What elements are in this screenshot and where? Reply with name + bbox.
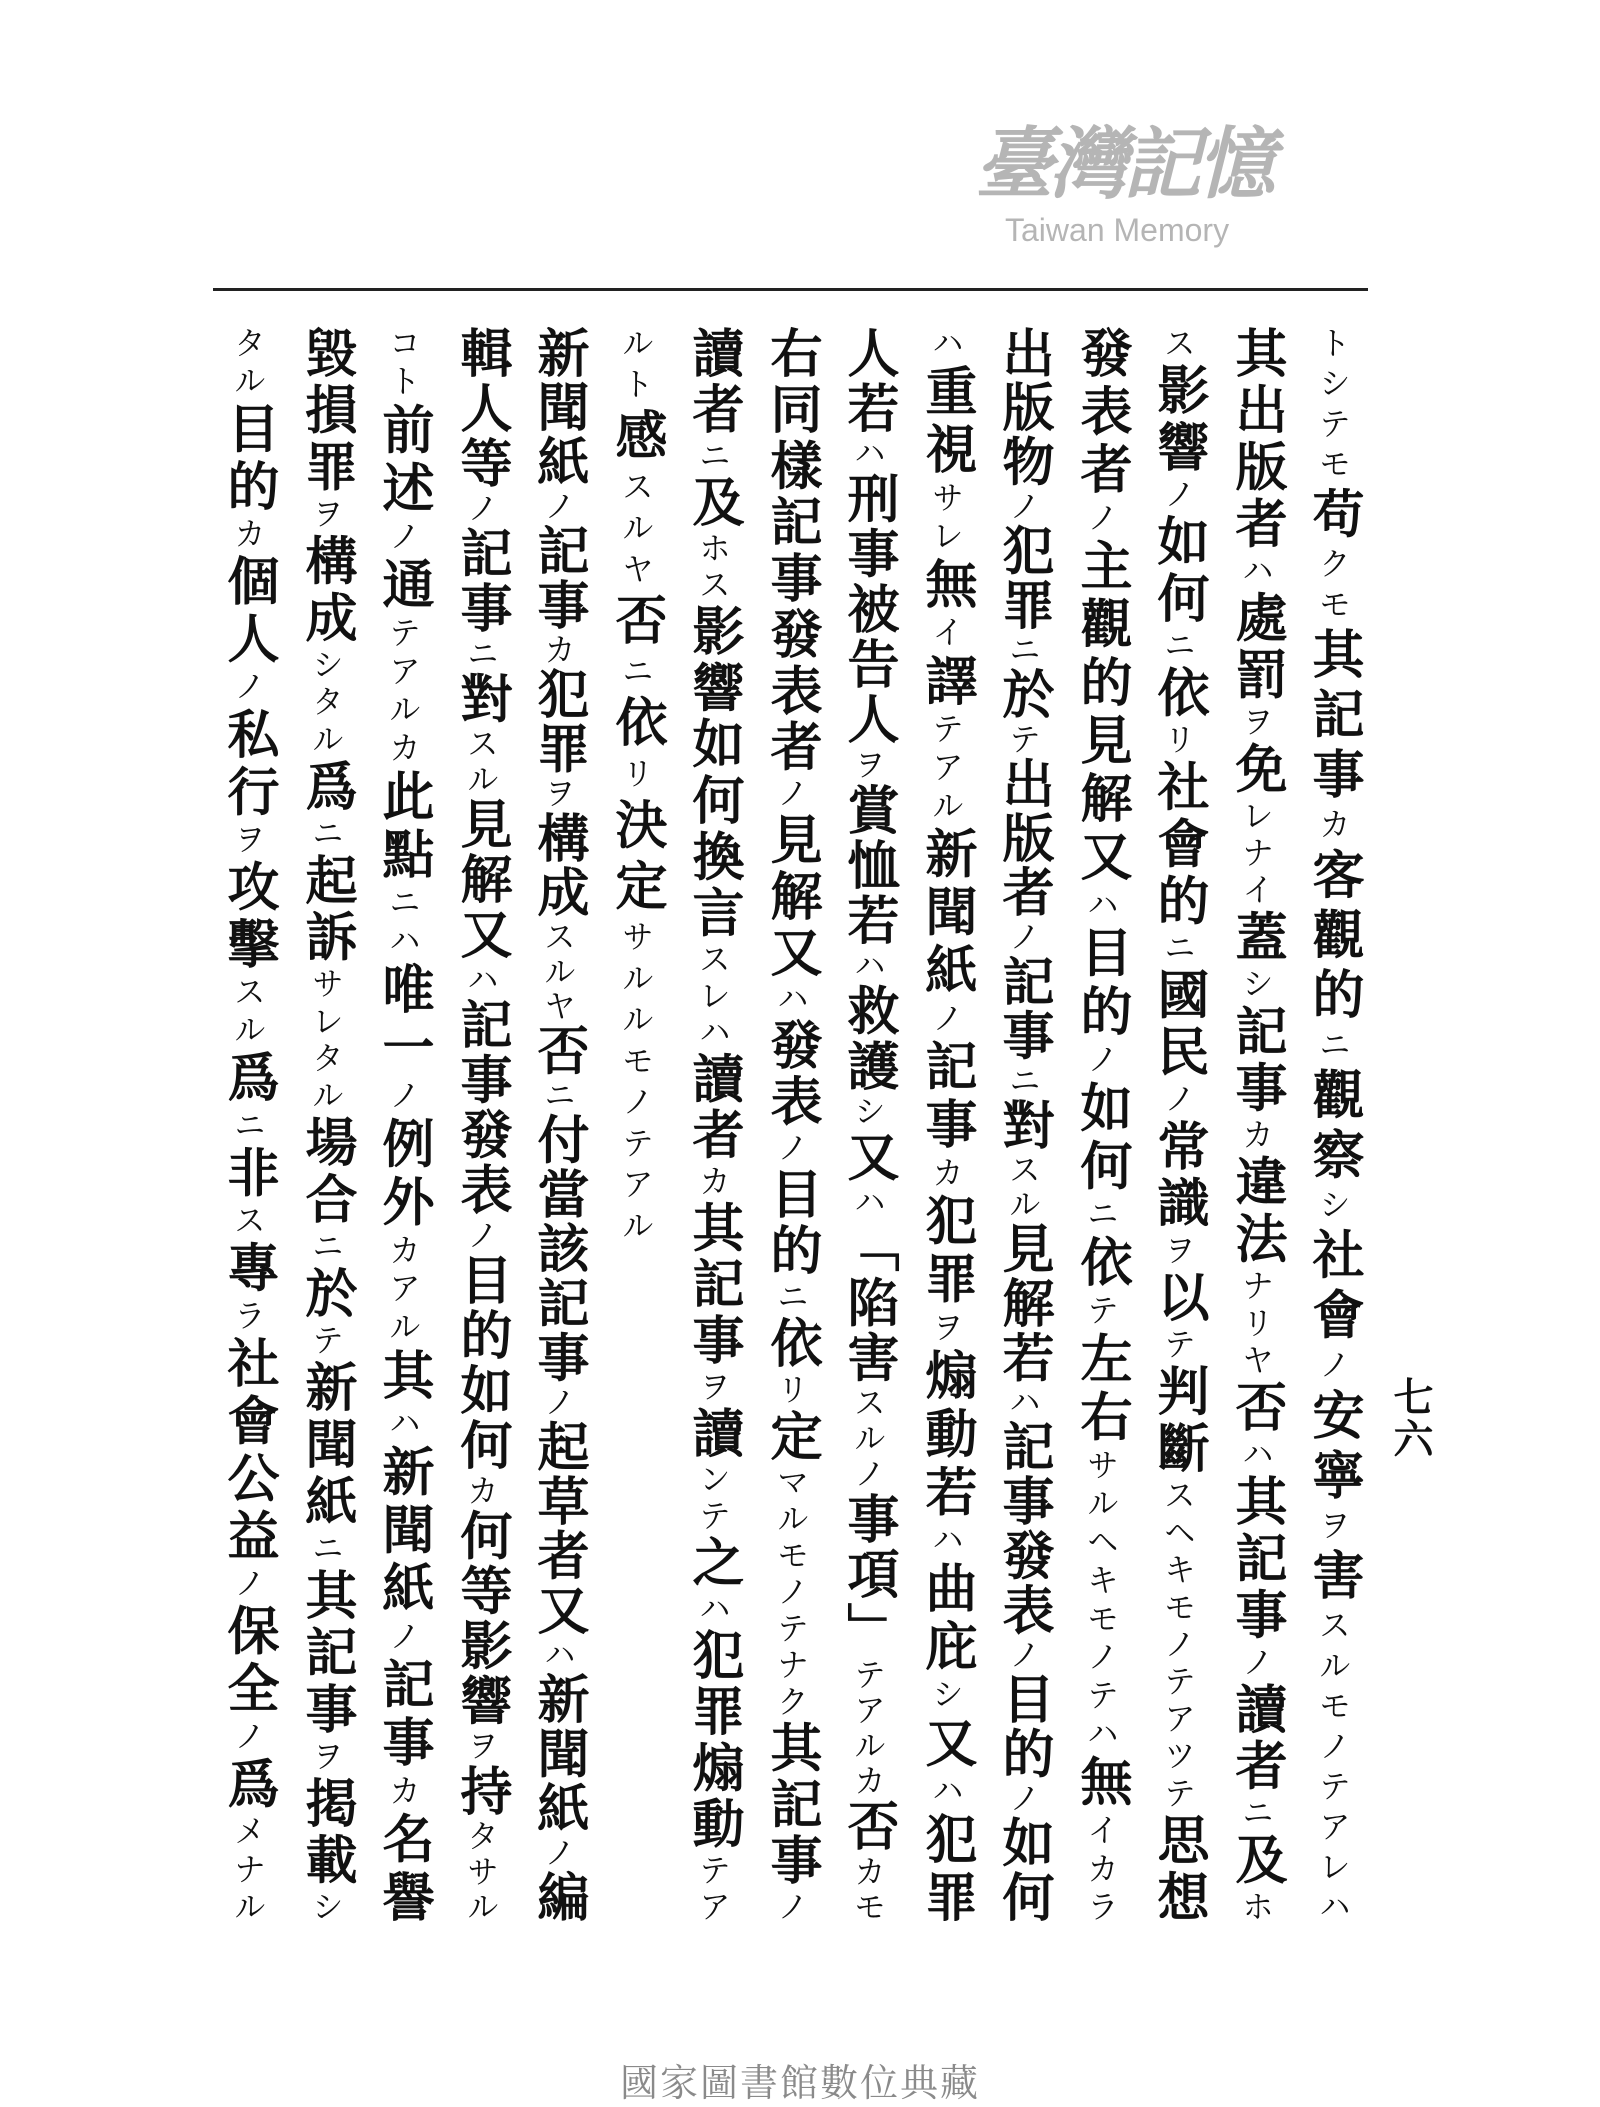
- kana-run: ノ: [229, 1566, 267, 1604]
- kana-run: ハ: [539, 1637, 577, 1673]
- kana-run: シ: [1237, 966, 1275, 1005]
- kana-run: テ: [1082, 1293, 1120, 1332]
- kana-run: スル: [1004, 1152, 1042, 1222]
- kana-run: ホ: [1237, 1889, 1275, 1922]
- kana-run: テ: [1004, 721, 1042, 757]
- text-column-12: 輯人等ノ記事ニ對スル見解又ハ記事發表ノ目的如何カ何等影響ヲ持タサル: [451, 326, 512, 1922]
- kana-run: シ: [1314, 1187, 1352, 1228]
- watermark-english: Taiwan Memory: [1005, 212, 1230, 248]
- kana-run: カ: [694, 1164, 732, 1201]
- kana-run: リ: [772, 1372, 810, 1410]
- kana-run: トシテモ: [1314, 326, 1352, 487]
- kana-run: シ: [307, 1889, 345, 1922]
- kana-run: カ: [927, 1155, 965, 1194]
- kana-run: ハ: [1004, 1385, 1042, 1420]
- kana-run: カ: [539, 632, 577, 668]
- text-column-4: 發表者ノ主觀的見解又ハ目的ノ如何ニ依テ左右サルヘキモノテハ無イカラ: [1071, 326, 1132, 1922]
- text-column-11: 新聞紙ノ記事カ犯罪ヲ構成スルヤ否ニ付當該記事ノ起草者又ハ新聞紙ノ編: [528, 326, 589, 1922]
- kana-run: ニハ: [384, 885, 422, 963]
- kana-run: ハ: [927, 1773, 965, 1813]
- kana-run: ハ: [849, 1184, 887, 1221]
- kana-run: ヲ: [927, 1310, 965, 1349]
- kana-run: テアル: [927, 711, 965, 827]
- kana-run: ニ: [1159, 930, 1197, 968]
- kana-run: ヲ: [539, 776, 577, 812]
- text-column-6: ハ重視サレ無イ譯テアル新聞紙ノ記事カ犯罪ヲ煽動若ハ曲庇シ又ハ犯罪: [916, 326, 977, 1922]
- kana-run: ニ: [772, 1279, 810, 1317]
- kana-run: スルノ: [849, 1385, 887, 1493]
- kana-run: ノ: [1237, 1644, 1275, 1683]
- kana-run: ハ: [849, 948, 887, 984]
- kana-run: リ: [617, 756, 655, 798]
- kana-run: ハ: [772, 981, 810, 1019]
- kana-run: カアル: [384, 1232, 422, 1349]
- text-column-10: ルト感スルヤ否ニ依リ決定サルルモノテアル: [606, 326, 667, 1250]
- kana-run: ヲ: [307, 1738, 345, 1777]
- kana-run: ニ: [307, 815, 345, 854]
- kana-run: テア: [694, 1853, 732, 1922]
- kana-run: テ: [1159, 1327, 1197, 1365]
- kana-run: ニ: [307, 1229, 345, 1267]
- kana-run: ノ: [772, 776, 810, 813]
- kana-run: ルト: [617, 326, 655, 409]
- kana-run: ニ: [229, 1107, 267, 1146]
- text-column-9: 讀者ニ及ホス影響如何換言スレハ讀者カ其記事ヲ讀ンテ之ハ犯罪煽動テア: [683, 326, 744, 1922]
- kana-run: テアルカ: [384, 615, 422, 770]
- kana-run: ニ: [1159, 628, 1197, 666]
- kana-run: ノ: [384, 1078, 422, 1117]
- kana-run: ノ: [1082, 500, 1120, 539]
- kana-run: メナル: [229, 1814, 267, 1922]
- kana-run: ノ: [927, 1001, 965, 1040]
- kana-run: カモ: [849, 1854, 887, 1922]
- kana-run: シ: [927, 1677, 965, 1716]
- kana-run: ハ: [927, 326, 965, 365]
- kana-run: ナリヤ: [1237, 1268, 1275, 1381]
- kana-run: スルヤ: [617, 469, 655, 594]
- kana-run: ハ: [927, 1522, 965, 1562]
- kana-run: コト: [384, 326, 422, 403]
- kana-run: カ: [1314, 807, 1352, 848]
- kana-run: ノ: [772, 1130, 810, 1168]
- kana-run: シタル: [307, 647, 345, 760]
- kana-run: ス: [1159, 326, 1197, 364]
- kana-run: ンテ: [694, 1462, 732, 1536]
- kana-run: カ: [462, 1473, 500, 1509]
- text-column-3: ス影響ノ如何ニ依リ社會的ニ國民ノ常識ヲ以テ判斷スヘキモノテアツテ思想: [1148, 326, 1209, 1922]
- kana-run: ノ: [1082, 1042, 1120, 1081]
- kana-run: ヲ: [1314, 1508, 1352, 1549]
- kana-run: ノ: [1159, 1081, 1197, 1119]
- kana-run: スルモノテアレハ: [1314, 1608, 1352, 1922]
- kana-run: レナイ: [1237, 798, 1275, 910]
- text-column-7: 人若ハ刑事被告人ヲ賞恤若ハ救護シ又ハ「陷害スルノ事項」テアルカ否カモ: [838, 326, 899, 1922]
- kana-run: ノ: [462, 1217, 500, 1254]
- kana-run: ノ: [772, 1889, 810, 1922]
- kana-run: スル: [462, 726, 500, 798]
- text-column-14: 毀損罪ヲ構成シタル爲ニ起訴サレタル場合ニ於テ新聞紙ニ其記事ヲ掲載シ: [296, 326, 357, 1922]
- kana-run: ノ: [1159, 477, 1197, 515]
- kana-run: サルルモノテアル: [617, 919, 655, 1250]
- kana-run: ノ: [384, 519, 422, 558]
- kana-run: スヘキモノテアツテ: [1159, 1478, 1197, 1814]
- kana-run: シ: [849, 1094, 887, 1130]
- kana-run: ヲ: [307, 496, 345, 534]
- kana-run: サルヘキモノテハ: [1082, 1447, 1120, 1755]
- kana-run: ヲ: [229, 822, 267, 860]
- kana-run: ニ: [462, 636, 500, 672]
- kana-run: ヲ: [462, 1728, 500, 1765]
- kana-run: ノ: [1314, 1347, 1352, 1389]
- kana-run: テアルカ: [849, 1657, 887, 1800]
- kana-run: ノ: [1004, 489, 1042, 524]
- kana-run: ヲ: [849, 747, 887, 784]
- kana-run: ノ: [539, 489, 577, 524]
- kana-run: ノ: [462, 491, 500, 527]
- kana-run: タサル: [462, 1819, 500, 1922]
- text-column-15: タル目的カ個人ノ私行ヲ攻擊スル爲ニ非ス專ラ社會公益ノ保全ノ爲メナル: [218, 326, 279, 1922]
- text-column-5: 出版物ノ犯罪ニ於テ出版者ノ記事ニ對スル見解若ハ記事發表ノ目的ノ如何: [993, 326, 1054, 1922]
- kana-run: カ: [1237, 1117, 1275, 1155]
- kana-run: ニ: [1237, 1795, 1275, 1833]
- kana-run: ノ: [539, 1835, 577, 1871]
- kana-run: ヲ: [1159, 1232, 1197, 1271]
- kana-run: イ: [927, 615, 965, 654]
- kana-run: ハ: [1237, 553, 1275, 591]
- kana-run: ニ: [307, 1531, 345, 1569]
- kana-run: ノ: [1004, 1637, 1042, 1673]
- kana-run: スル: [229, 974, 267, 1051]
- kana-run: タル: [229, 326, 267, 402]
- kana-run: ハ: [462, 962, 500, 998]
- kana-run: ハ: [849, 436, 887, 472]
- kana-run: ニ: [1004, 632, 1042, 668]
- kana-run: カ: [384, 1773, 422, 1812]
- kana-run: スレハ: [694, 942, 732, 1052]
- kana-run: ヲ: [1237, 704, 1275, 742]
- kana-run: ス: [229, 1203, 267, 1241]
- kana-run: スルヤ: [539, 919, 577, 1024]
- kana-run: マルモノテナク: [772, 1465, 810, 1721]
- footer-source: 國家圖書館數位典藏: [619, 2061, 980, 2105]
- kana-run: カ: [229, 516, 267, 555]
- kana-run: ノ: [229, 1719, 267, 1757]
- kana-run: イカラ: [1082, 1813, 1120, 1922]
- kana-run: ニ: [694, 438, 732, 476]
- kana-run: リ: [1159, 722, 1197, 760]
- kana-run: ニ: [1082, 1196, 1120, 1236]
- watermark-chinese: 臺灣記憶: [975, 119, 1272, 210]
- text-column-2: 其出版者ハ處罰ヲ免レナイ蓋シ記事カ違法ナリヤ否ハ其記事ノ讀者ニ及ホ: [1226, 326, 1287, 1922]
- kana-run: ノ: [229, 669, 267, 708]
- kana-run: ニ: [1314, 1027, 1352, 1068]
- kana-run: サレタル: [307, 966, 345, 1116]
- header-rule: [213, 288, 1368, 291]
- kana-run: ニ: [617, 654, 655, 696]
- kana-run: ノ: [1004, 919, 1042, 955]
- text-column-13: コト前述ノ通テアルカ此點ニハ唯一ノ例外カアル其ハ新聞紙ノ記事カ名譽: [373, 326, 434, 1922]
- kana-run: ラ: [229, 1298, 267, 1337]
- kana-run: ノ: [1004, 1781, 1042, 1816]
- text-column-8: 右同樣記事發表者ノ見解又ハ發表ノ目的ニ依リ定マルモノテナク其記事ノ: [761, 326, 822, 1922]
- kana-run: ノ: [539, 1385, 577, 1420]
- kana-run: サレ: [927, 480, 965, 558]
- taiwan-memory-watermark: [975, 120, 1295, 260]
- kana-run: ニ: [1004, 1063, 1042, 1099]
- kana-run: ハ: [1237, 1437, 1275, 1475]
- kana-run: テ: [307, 1323, 345, 1361]
- page-number: 七六: [1387, 1376, 1434, 1460]
- kana-run: ノ: [384, 1618, 422, 1658]
- kana-run: ハ: [694, 1591, 732, 1629]
- kana-run: ハ: [384, 1406, 422, 1445]
- kana-run: ホス: [694, 531, 732, 605]
- kana-run: クモ: [1314, 546, 1352, 628]
- text-column-1: トシテモ苟クモ其記事カ客觀的ニ觀察シ社會ノ安寧ヲ害スルモノテアレハ: [1303, 326, 1364, 1922]
- kana-run: ニ: [539, 1078, 577, 1113]
- kana-run: ヲ: [694, 1369, 732, 1407]
- kana-run: ハ: [1082, 887, 1120, 926]
